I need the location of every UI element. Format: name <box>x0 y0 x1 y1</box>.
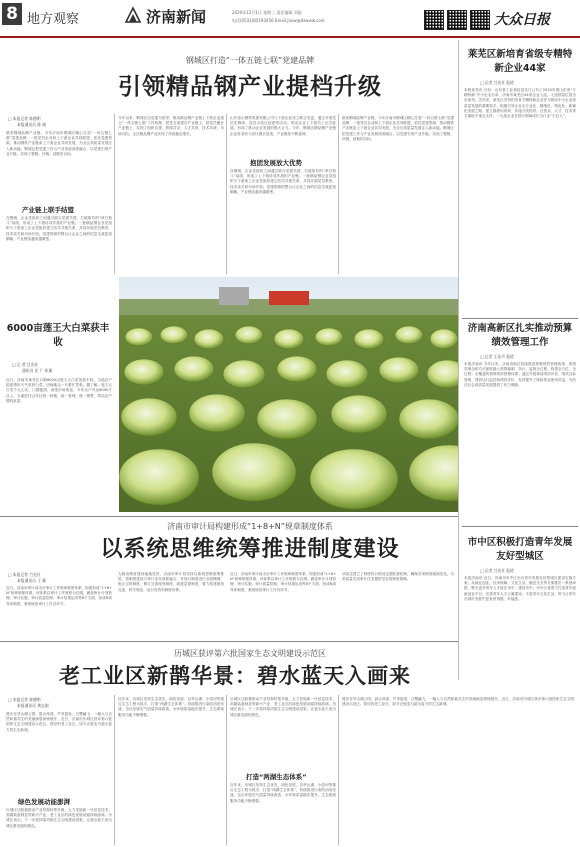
article3-byline: □ 本报记者 吕光社 <box>8 572 41 577</box>
article1-subhead: 抱团发展放大优势 <box>250 159 302 167</box>
section-name: 地方观察 <box>27 12 80 27</box>
contact-line: 电话(0531)85193456 Email:jnxw@dzwww.com <box>232 18 325 23</box>
article3-byline: 本报通讯员 王 颖 <box>17 578 46 583</box>
header-rule <box>0 36 580 38</box>
section-emblem-icon <box>124 6 142 24</box>
article3-body: 近日，济南市审计局出台审计工作规章制度体系，构建形成“1+8+N”规章制度体系。该体系以审计工作规程为总纲，涵盖审计计划管理、审计实施、审计质量控制、审计结果运用等8个方面，形成N项具体制度，系统规范审计工作各环节。 <box>6 586 112 606</box>
article1-byline: □ 本报记者 陈德明 <box>8 116 41 121</box>
article4-body: 漫步在华山湖公园，碧水荡漾、芦苇摇曳，白鹭翩飞，一幅人与自然和谐共生的美丽画卷徐徐展开。近日，济南市历城区获评第六批国家生态文明建设示范区。曾经的老工业区，如今正蜕变为碧水蓝天的生态新城。 <box>6 712 112 732</box>
article3-body: 为推动制度建设落地见效，济南市审计局坚持以系统思维统筹推进，将制度建设与审计业务深度融合，对现行制度进行全面梳理，废止过时制度，修订完善现有制度，新建急需制度，着力构建系统完备、科学规范、运行有效的制度体系。 <box>118 572 224 592</box>
date-line: 2020年12月1日 星期二 责任编辑 刘丽 <box>232 10 302 15</box>
sidebar-item2-title: 济南高新区扎实推动预算绩效管理工作 <box>467 323 573 348</box>
article1-byline: 本报通讯员 陈 刚 <box>17 122 46 127</box>
article3-headline: 以系统思维统筹推进制度建设 <box>100 537 400 562</box>
article2-headline: 6000亩莲王大白菜获丰收 <box>6 323 110 348</box>
article1-subhead: 产业链上联手结盟 <box>22 206 74 214</box>
article1-headline: 引领精品钢产业提档升级 <box>118 74 382 100</box>
sidebar-item3-byline: □ 记者 吕光社 报道 <box>480 568 514 573</box>
page-name: 济南新闻 <box>146 8 207 26</box>
qr-code-icon <box>470 10 490 30</box>
article1-body: 在钢城，企业党组织之间通过联合党建共建，打破原有的“单打独斗”局面，形成了上下游协同作战的产业链。一批精品钢企业党组织与下游加工企业党组织建立结对共建关系，共同开展党员教育、技术攻关和市场开拓。党建资源的整合让企业之间的信息交流更加顺畅，产业链条越来越紧密。 <box>6 216 112 241</box>
article4-body: 漫步在华山湖公园，碧水荡漾、芦苇摇曳，白鹭翩飞，一幅人与自然和谐共生的美丽画卷徐徐展开。近日，济南市历城区获评第六批国家生态文明建设示范区。曾经的老工业区，如今正蜕变为碧水蓝天的生态新城。 <box>342 697 574 707</box>
qr-code-icon <box>447 10 467 30</box>
article1-body: 今年以来，钢城区以党建为纽带，推动精品钢产业链上下游企业建立“一体五链七联”工作机制，把党支部建在产业链上，把党员聚在产业链上，实现了组织共建、资源共享、人才共育、技术共研、市场共拓。全区精品钢产业实现了持续稳定增长。 <box>118 116 224 136</box>
article4-subhead: 绿色发展动能澎湃 <box>18 798 70 806</box>
article4-body: 近年来，历城区坚持生态优先、绿色发展，以华山湖、小清河等重点生态工程为抓手，打造“两湖生态体系”，持续推进污染防治攻坚战，全区环境空气质量持续改善，水环境质量稳步提升，生态系统服务功能不断增强。 <box>230 783 336 803</box>
article4-headline: 老工业区新鹊华景：碧水蓝天入画来 <box>59 664 411 688</box>
sidebar-item3-title: 市中区积极打造青年发展友好型城区 <box>467 537 573 562</box>
article1-body: 山东泰山钢铁集团有限公司与下游企业成立联合党委，通过开展党员先锋岗、党员示范区创建等活动，带动企业上下游员工比学赶超，形成了推动企业发展的强大合力。今年，钢城区精品钢产业链企业营业收入同比增长显著，产业链条不断延伸。 <box>230 116 336 136</box>
sidebar-item1-title: 莱芜区新培育省级专精特新企业44家 <box>467 49 573 74</box>
article2-byline: □ 记 者 吕光社 <box>12 362 39 367</box>
sidebar-item1-body: 本报莱芜讯 日前，山东省工业和信息化厅公布了2020年度山东省“专精特新”中小企业名单，济南市莱芜区44家企业入选，入选数量位居全市前列。近年来，莱芜区坚持把培育专精特新企业作为推动中小企业高质量发展的重要抓手，积极引导企业走专业化、精细化、特色化、新颖化发展之路，建立梯度培育库，实施分类指导，在资金、人才、技术等方面给予重点支持，一大批企业在细分领域成长为行业“小巨人”。 <box>464 88 576 119</box>
article4-body: 历城区还积极推动产业结构转型升级，大力发展新一代信息技术、高端装备制造等新兴产业，老工业区的绿色发展动能持续澎湃。历城区表示，下一步将持续巩固生态文明建设成果，让碧水蓝天成为城区最亮丽的底色。 <box>230 697 336 717</box>
sidebar-item2-byline: □ 记者 王佳声 报道 <box>480 354 514 359</box>
article3-body: 该局还建立了制度执行情况定期检查机制，确保各项制度落到实处，为高质量完成审计任务提供坚实的制度保障。 <box>342 572 454 582</box>
article4-byline: 本报通讯员 黄志刚 <box>17 703 49 708</box>
page-number: 8 <box>2 3 22 25</box>
article4-subhead: 打造“两湖生态体系” <box>246 773 307 781</box>
newspaper-logo: 大众日报 <box>494 12 550 28</box>
article3-body: 近日，济南市审计局出台审计工作规章制度体系，构建形成“1+8+N”规章制度体系。该体系以审计工作规程为总纲，涵盖审计计划管理、审计实施、审计质量控制、审计结果运用等8个方面，形成N项具体制度，系统规范审计工作各环节。 <box>230 572 336 592</box>
article1-body: 联美钢城品牌产业链，今年济南市钢城区精心打造“一体五链七联”党建品牌，一批党员企业和上下游企业共同联盟，依托党建资源，推动钢铁产业链条上下游企业共同发展，为全区高质量发展注入新动能。钢城区把党建工作与产业发展深度融合，以党建引领产业升级，实现了强链、补链、延链的目标。 <box>342 116 454 141</box>
cabbage-field-photo <box>119 277 458 512</box>
article2-body: 近日，济南市莱芜区口镇6000亩莲王大白菜喜获丰收。当地农户抢抓晴好天气收获白菜，田间地头一片繁忙景象。据了解，莲王大白菜个大心实、口感脆甜，深受市场欢迎，今年亩产可达8000斤以上。当地依托合作社统一种植、统一管理、统一销售，带动农户增收致富。 <box>6 378 112 403</box>
article4-kicker: 历城区获评第六批国家生态文明建设示范区 <box>174 649 326 658</box>
sidebar-item3-body: 本报济南讯 近日，济南市市中区出台青年发展友好型城区建设实施方案，从就业创业、住房保障、文化生活、婚恋交友等方面推出一系列举措，吸引更多青年人才留在市中、建设市中。市中区将着力打造青年创新创业平台，完善青年人才公寓建设，丰富青年文化生活，努力让青年在城市发展中更有获得感、幸福感。 <box>464 576 576 601</box>
qr-code-icon <box>424 10 444 30</box>
article3-kicker: 济南市审计局构建形成“1+8+N”规章制度体系 <box>167 522 333 531</box>
article1-body: 在钢城，企业党组织之间通过联合党建共建，打破原有的“单打独斗”局面，形成了上下游协同作战的产业链。一批精品钢企业党组织与下游加工企业党组织建立结对共建关系，共同开展党员教育、技术攻关和市场开拓。党建资源的整合让企业之间的信息交流更加顺畅，产业链条越来越紧密。 <box>230 169 336 194</box>
sidebar-item2-body: 本报济南讯 今年以来，济南高新区持续推进预算绩效管理改革，将绩效理念和方法深度融入预算编制、执行、监督全过程，构建全方位、全过程、全覆盖的预算绩效管理体系。通过开展事前绩效评估、绩效目标管理、绩效运行监控和绩效评价，有效提升了财政资金使用效益，为经济社会高质量发展提供了有力保障。 <box>464 362 576 387</box>
article2-byline: 通讯员 任 广 张瑾 <box>22 368 53 373</box>
sidebar-item1-byline: □ 记者 吕光社 报道 <box>480 80 514 85</box>
article4-byline: □ 本报记者 陈德明 <box>8 697 41 702</box>
article4-body: 历城区还积极推动产业结构转型升级，大力发展新一代信息技术、高端装备制造等新兴产业，老工业区的绿色发展动能持续澎湃。历城区表示，下一步将持续巩固生态文明建设成果，让碧水蓝天成为城区最亮丽的底色。 <box>6 808 112 828</box>
article4-body: 近年来，历城区坚持生态优先、绿色发展，以华山湖、小清河等重点生态工程为抓手，打造“两湖生态体系”，持续推进污染防治攻坚战，全区环境空气质量持续改善，水环境质量稳步提升，生态系统服务功能不断增强。 <box>118 697 224 717</box>
article1-body: 联美钢城品牌产业链，今年济南市钢城区精心打造“一体五链七联”党建品牌，一批党员企业和上下游企业共同联盟，依托党建资源，推动钢铁产业链条上下游企业共同发展，为全区高质量发展注入新动能。钢城区把党建工作与产业发展深度融合，以党建引领产业升级，实现了强链、补链、延链的目标。 <box>6 131 112 156</box>
article1-kicker: 钢城区打造“一体五链七联”党建品牌 <box>185 56 315 65</box>
